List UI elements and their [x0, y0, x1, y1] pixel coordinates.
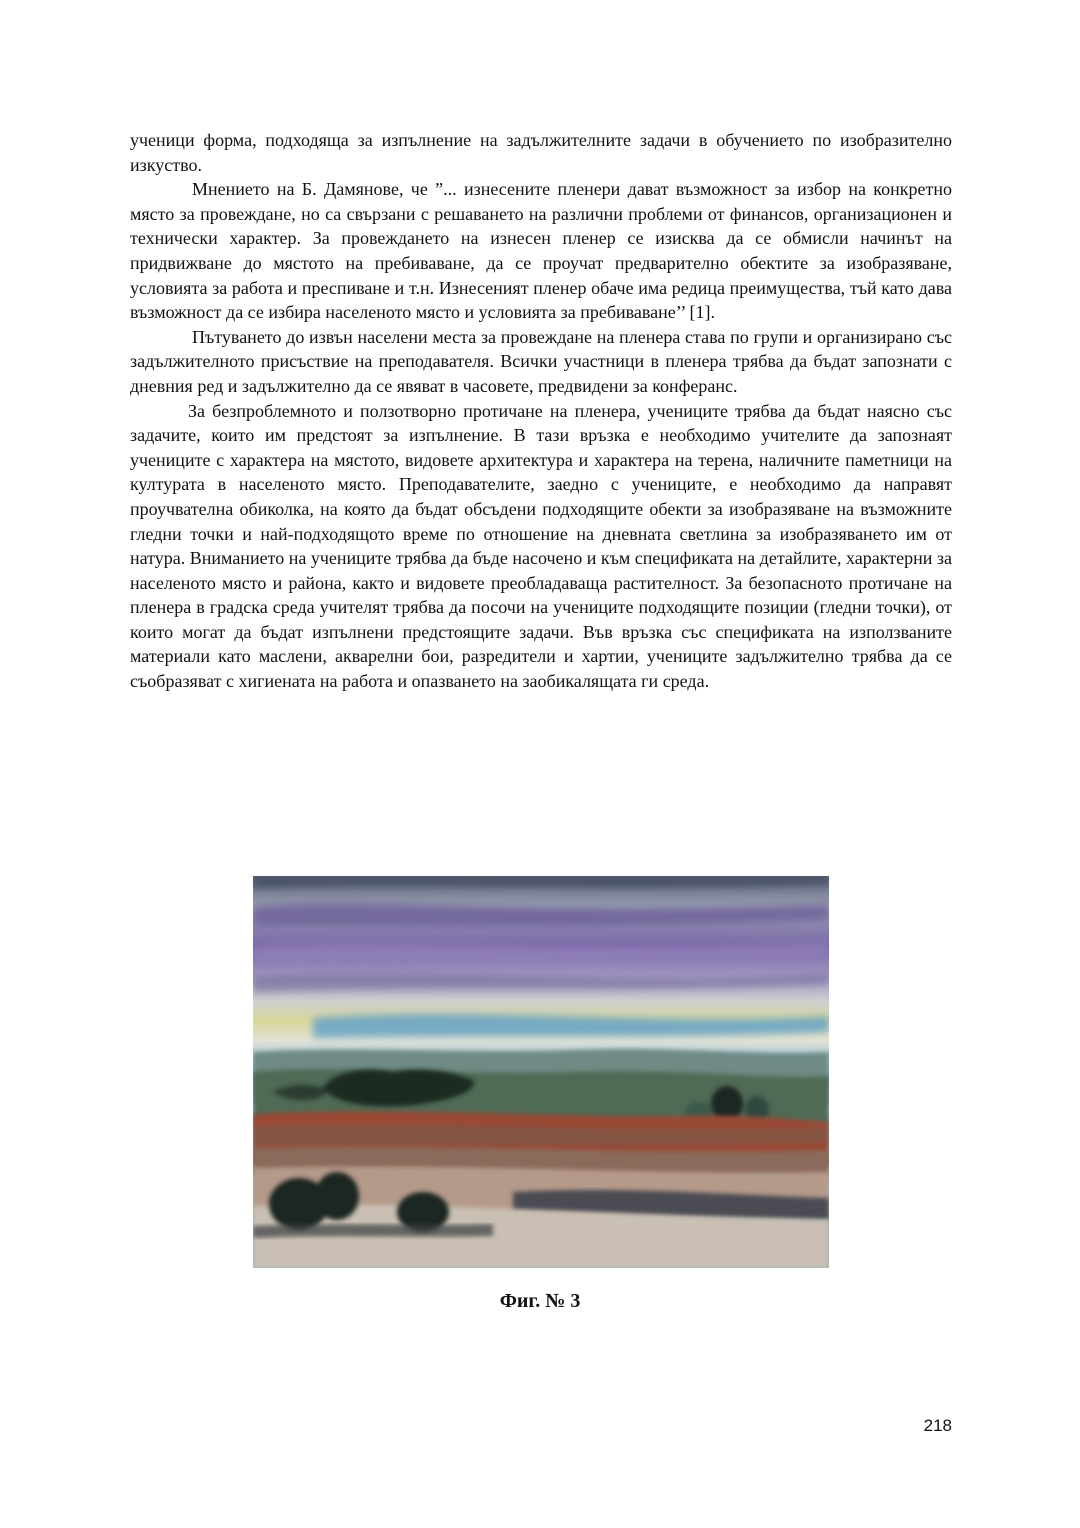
page-number: 218 [923, 1416, 952, 1435]
paragraph-4: За безпроблемното и ползотворно протичане на пленера, учениците трябва да бъдат наясно със задачите, които им предстоят за изпълнение. В тази връзка е необходимо учителите да запознаят учениците с характера на мястото, видовете архитектура и характера на терена, наличните паметници на културата в населеното място. Преподавателите, заедно с учениците, е необходимо да направят проучвателна обиколка, на която да бъдат обсъдени подходящите обекти за изобразяване на възможните гледни точки и най-подходящото време по отношение на дневната светлина за изобразяването им от натура. Вниманието на учениците трябва да бъде насочено и към спецификата на детайлите, характерни за населеното място и района, както и видовете преобладаваща растителност. За безопасното протичане на пленера в градска среда учителят трябва да посочи на учениците подходящите позиции (гледни точки), от които могат да бъдат изпълнени предстоящите задачи. Във връзка със спецификата на използваните материали като маслени, акварелни бои, разредители и хартии, учениците задължително трябва да се съобразяват с хигиената на работа и опазването на заобикалящата ги среда. [130, 400, 952, 692]
figure-caption: Фиг. № 3 [499, 1290, 581, 1312]
body-text [130, 128, 952, 694]
paragraph-3: Пътуването до извън населени места за провеждане на пленера става по групи и организирано със задължителното присъствие на преподавателя. Всички участници в пленера трябва да бъдат запознати с дневния ред и задължително да се явяват в часовете, предвидени за конферанс. [130, 326, 952, 396]
paragraph-1: ученици форма, подходяща за изпълнение на задължителните задачи в обучението по изобразително изкуство. [130, 130, 952, 175]
paragraph-2: Мнението на Б. Дамянове, че ”... изнесените пленери дават възможност за избор на конкретно място за провеждане, но са свързани с решаването на различни проблеми от финансов, организационен и технически характер. За провеждането на изнесен пленер се изисква да се обмисли начинът на придвижване до мястото на пребиваване, да се проучат предварително обектите за изобразяване, условията за работа и преспиване и т.н. Изнесеният пленер обаче има редица преимущества, тъй като дава възможност да се избира населеното място и условията за пребиваване’’ [1]. [130, 179, 952, 323]
watercolor-landscape-image [253, 876, 829, 1268]
figure-watercolor-landscape [253, 876, 829, 1268]
